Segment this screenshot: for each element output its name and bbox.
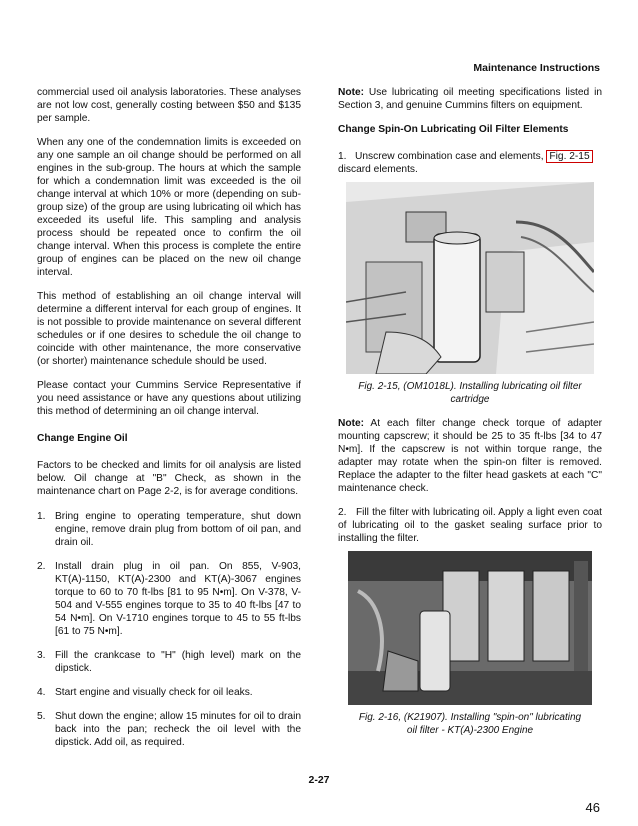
step-text: Fill the filter with lubricating oil. Apply a light even coat of lubricating oil to the gasket sealing surface prior to installing the filter. (338, 507, 602, 544)
step-text: Fill the crankcase to "H" (high level) mark on the dipstick. (55, 650, 301, 674)
section-heading-change-engine-oil: Change Engine Oil (37, 433, 128, 444)
step-text: Bring engine to operating temperature, shut down engine, remove drain plug from bottom of oil pan, and drain oil. (55, 511, 301, 548)
figure-reference-link[interactable]: Fig. 2-15 (546, 150, 592, 163)
engine-photo (348, 551, 592, 705)
figure-oil-filter-cartridge-photo (346, 182, 594, 374)
running-header: Maintenance Instructions (473, 62, 600, 74)
step-number: 3. (37, 650, 46, 661)
note-paragraph (338, 417, 602, 495)
step-text: Start engine and visually check for oil leaks. (55, 687, 253, 698)
note-text: Use lubricating oil meeting specifications listed in Section 3, and genuine Cummins filters on equipment. (338, 87, 602, 111)
list-item (37, 649, 301, 675)
note-text: At each filter change check torque of adapter mounting capscrew; it should be 25 to 35 ft-lbs [34 to 47 N•m]. If the capscrew is not within torque range, the adapter may rotate when the spin-on filter is removed. Replace the adapter to the filter head gaskets at each "C" maintenance check. (338, 418, 602, 494)
paragraph: This method of establishing an oil change interval will determine a different interval for each group of engines. It is not possible to provide maintenance on several different schedules or if one desires to schedule the oil change to coincide with other maintenance, the more conservative (or shorter) maintenance schedule should be used. (37, 291, 301, 367)
step-paragraph (338, 506, 602, 545)
step-number: 2. (37, 561, 46, 572)
figure-caption: Fig. 2-15, (OM1018L). Installing lubricating oil filter cartridge (358, 381, 582, 405)
paragraph: commercial used oil analysis laboratories. These analyses are not low cost, generally costing between $50 and $135 per sample. (37, 87, 301, 124)
step-text: Unscrew combination case and elements, (355, 151, 544, 162)
step-text-tail: discard elements. (338, 164, 418, 175)
step-number: 4. (37, 687, 46, 698)
list-item (37, 686, 301, 699)
right-column (338, 86, 602, 748)
step-paragraph (338, 150, 602, 176)
note-paragraph (338, 86, 602, 112)
paragraph: Please contact your Cummins Service Representative if you need assistance or have any questions about utilizing this method of determining an oil change interval. (37, 380, 301, 417)
step-number: 1. (338, 151, 347, 162)
procedure-steps (37, 510, 301, 749)
list-item (37, 560, 301, 638)
step-number: 5. (37, 711, 46, 722)
paragraph: When any one of the condemnation limits is exceeded on any one sample an oil change should be performed on all engines in the sub-group. The hours at which the sample for which a condemnation limit was exceeded is the oil change interval at which 10% or more (depending on sub-group size) of the group are using lubricating oil which has exceeded its useful life. This sampling and analysis process should be repeated once to confirm the oil change interval. When this process is complete the entire group of engines can be placed on the new oil change interval. (37, 137, 301, 278)
page-label: 2-27 (308, 774, 330, 786)
step-number: 1. (37, 511, 46, 522)
list-item (37, 710, 301, 749)
step-text: Shut down the engine; allow 15 minutes for oil to drain back into the pan; recheck the oil level with the dipstick. Add oil, as required. (55, 711, 301, 748)
left-column (37, 86, 301, 760)
step-text: Install drain plug in oil pan. On 855, V-903, KT(A)-1150, KT(A)-2300 and KT(A)-3067 engines torque to 60 to 70 ft-lbs [81 to 95 N•m]. On V-378, V-504 and V-555 engines torque to 35 to 40 ft-lbs [47 to 54 N•m]. On V-1710 engines torque to 45 to 55 ft-lbs [61 to 75 N•m]. (55, 561, 301, 637)
figure-caption: Fig. 2-16, (K21907). Installing "spin-on" lubricating oil filter - KT(A)-2300 Engine (358, 712, 582, 736)
section-heading-spin-on-filter: Change Spin-On Lubricating Oil Filter Elements (338, 124, 569, 135)
figure-spin-on-filter-photo (348, 551, 592, 705)
note-label: Note: (338, 87, 365, 98)
engine-illustration (346, 182, 594, 374)
sheet-number: 46 (585, 800, 600, 815)
paragraph-intro: Factors to be checked and limits for oil analysis are listed below. Oil change at "B" Check, as shown in the maintenance chart on Page 2-2, is for average conditions. (37, 460, 301, 497)
step-number: 2. (338, 507, 347, 518)
note-label: Note: (338, 418, 365, 429)
list-item (37, 510, 301, 549)
